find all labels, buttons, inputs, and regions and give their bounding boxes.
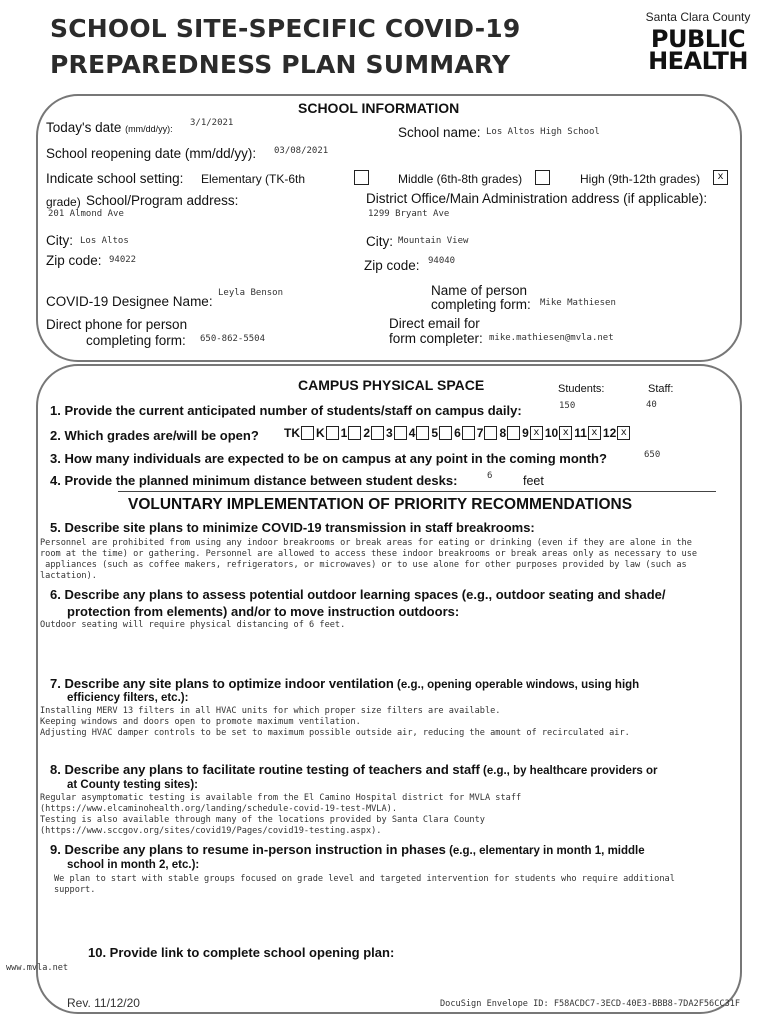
school-address-value[interactable]: 201 Almond Ave [48, 209, 124, 219]
grade-label: 2 [363, 426, 371, 440]
grade-checkbox[interactable] [507, 426, 520, 440]
question-5: 5. Describe site plans to minimize COVID-19 transmission in staff breakrooms: [50, 520, 535, 535]
logo-public-text: PUBLIC [650, 25, 746, 53]
question-4: 4. Provide the planned minimum distance between student desks: [50, 473, 458, 488]
question-10: 10. Provide link to complete school opening plan: [88, 945, 395, 960]
grade-checkbox[interactable] [348, 426, 361, 440]
answer-9[interactable]: We plan to start with stable groups focused on grade level and targeted intervention for students who require additional support. [54, 874, 675, 895]
answer-6[interactable]: Outdoor seating will require physical distancing of 6 feet. [40, 620, 346, 630]
grade-checkbox[interactable] [394, 426, 407, 440]
answer-10-link[interactable]: www.mvla.net [6, 963, 69, 973]
city-value[interactable]: Los Altos [80, 236, 129, 246]
school-address-label: School/Program address: [86, 193, 239, 208]
logo-health-text: HEALTH [648, 47, 748, 75]
question-9-line1: 9. Describe any plans to resume in-person instruction in phases (e.g., elementary in month 1, middle [50, 842, 645, 857]
high-option-label: High (9th-12th grades) [580, 172, 701, 186]
question-1: 1. Provide the current anticipated number of students/staff on campus daily: [50, 403, 522, 418]
question-8-line2: at County testing sites): [67, 779, 198, 791]
todays-date-value[interactable]: 3/1/2021 [190, 118, 234, 128]
school-name-value[interactable]: Los Altos High School [486, 127, 600, 137]
elementary-option-label: Elementary (TK-6th [201, 172, 306, 186]
question-7-line2: efficiency filters, etc.): [67, 692, 189, 704]
grade-checkbox[interactable] [301, 426, 314, 440]
grade-label: 12 [602, 426, 617, 440]
designee-name-value[interactable]: Leyla Benson [218, 288, 284, 298]
form-title-line1: SCHOOL SITE-SPECIFIC COVID-19 [50, 14, 521, 43]
answer-5[interactable]: Personnel are prohibited from using any indoor breakrooms or break areas for eating or drinking (even if they are alone in the room at the time) or gathering. Personnel are allowed to access these indoor breakrooms or break areas only as necessary to use appliances (such as coffee makers, refrigerators, or microwaves) or to use alone for other purposes provided by law (such as lactation). [40, 538, 698, 581]
city-label: City: [46, 233, 73, 248]
logo-county-text: Santa Clara County [645, 10, 751, 24]
grade-label: 7 [476, 426, 484, 440]
district-city-label: City: [366, 234, 393, 249]
completing-person-label-1: Name of person [431, 283, 528, 298]
revision-text: Rev. 11/12/20 [67, 996, 140, 1010]
phone-label-1: Direct phone for person [46, 317, 188, 332]
grade-label: 1 [340, 426, 348, 440]
question-8-line1: 8. Describe any plans to facilitate routine testing of teachers and staff (e.g., by healthcare providers or [50, 762, 658, 777]
question-7-line1: 7. Describe any site plans to optimize indoor ventilation (e.g., opening operable windows, using high [50, 676, 640, 691]
grade-checkbox[interactable]: x [559, 426, 572, 440]
grade-checkbox[interactable] [371, 426, 384, 440]
email-value[interactable]: mike.mathiesen@mvla.net [489, 333, 614, 343]
grade-checkbox[interactable] [462, 426, 475, 440]
question-6-line2: protection from elements) and/or to move instruction outdoors: [67, 604, 460, 619]
desk-distance-value[interactable]: 6 [487, 471, 493, 481]
phone-label-2: completing form: [86, 333, 186, 348]
campus-heading: CAMPUS PHYSICAL SPACE [298, 377, 485, 393]
grade-label: 5 [431, 426, 439, 440]
staff-count-value[interactable]: 40 [646, 400, 657, 410]
designee-name-label: COVID-19 Designee Name: [46, 294, 213, 309]
grade-checkbox[interactable] [416, 426, 429, 440]
grade-checkbox[interactable]: x [617, 426, 630, 440]
campus-individuals-value[interactable]: 650 [644, 450, 661, 460]
grade-label: K [316, 426, 325, 440]
school-name-label: School name: [398, 125, 481, 140]
school-setting-label: Indicate school setting: [46, 171, 184, 186]
grade-checkbox[interactable]: x [530, 426, 543, 440]
docusign-envelope-id: DocuSign Envelope ID: F58ACDC7-3ECD-40E3-BBB8-7DA2F56CC31F [440, 999, 741, 1009]
grade-label: 6 [454, 426, 461, 440]
phone-value[interactable]: 650-862-5504 [200, 334, 266, 344]
zip-label: Zip code: [46, 253, 102, 268]
grade-label: 10 [544, 426, 559, 440]
grade-checkbox-row [284, 426, 630, 440]
public-health-logo [640, 10, 756, 75]
completing-person-label-2: completing form: [431, 297, 531, 312]
email-label-1: Direct email for [389, 316, 480, 331]
question-3: 3. How many individuals are expected to be on campus at any point in the coming month? [50, 451, 607, 466]
reopening-date-value[interactable]: 03/08/2021 [274, 146, 329, 156]
grade-checkbox[interactable] [439, 426, 452, 440]
high-checkbox[interactable]: x [713, 170, 728, 185]
elementary-checkbox[interactable] [354, 170, 369, 185]
students-column-label: Students: [558, 383, 605, 395]
completing-person-value[interactable]: Mike Mathiesen [540, 298, 616, 308]
email-label-2: form completer: [389, 331, 483, 346]
voluntary-heading: VOLUNTARY IMPLEMENTATION OF PRIORITY RECOMMENDATIONS [128, 496, 633, 513]
students-count-value[interactable]: 150 [559, 401, 576, 411]
middle-option-label: Middle (6th-8th grades) [398, 172, 523, 186]
district-city-value[interactable]: Mountain View [398, 236, 469, 246]
grade-label: 9 [522, 426, 529, 440]
grade-label: 3 [386, 426, 393, 440]
form-title-line2: PREPAREDNESS PLAN SUMMARY [50, 50, 511, 79]
middle-checkbox[interactable] [535, 170, 550, 185]
grade-checkbox[interactable] [484, 426, 497, 440]
question-6-line1: 6. Describe any plans to assess potential outdoor learning spaces (e.g., outdoor seating and shade/ [50, 587, 666, 602]
answer-8[interactable]: Regular asymptomatic testing is available from the El Camino Hospital district for MVLA staff (https://www.elcaminohealth.org/landing/schedule-covid-19-test-MVLA). Testing is also available through many of the locations provided by Santa Clara County (https://www.sccgov.org/sites/covid19/Pages/covid19-testing.aspx). [40, 793, 522, 836]
desk-distance-unit: feet [523, 474, 544, 488]
zip-value[interactable]: 94022 [109, 255, 137, 265]
grade-label: 11 [574, 426, 587, 440]
staff-column-label: Staff: [648, 383, 674, 395]
grade-label: 4 [408, 426, 416, 440]
district-zip-value[interactable]: 94040 [428, 256, 456, 266]
district-address-label: District Office/Main Administration address (if applicable): [366, 191, 708, 206]
elementary-option-label-cont: grade) [46, 195, 81, 209]
grade-checkbox[interactable] [326, 426, 339, 440]
grade-checkbox[interactable]: x [588, 426, 601, 440]
question-9-line2: school in month 2, etc.): [67, 859, 200, 871]
school-info-heading: SCHOOL INFORMATION [298, 100, 460, 116]
district-address-value[interactable]: 1299 Bryant Ave [368, 209, 450, 219]
district-zip-label: Zip code: [364, 258, 420, 273]
answer-7[interactable]: Installing MERV 13 filters in all HVAC units for which proper size filters are available. Keeping windows and doors open to promote maximum ventilation. Adjusting HVAC damper controls to be set to maximum possible outside air, reducing the amount of recirculated air. [40, 706, 630, 738]
todays-date-label: Today's date (mm/dd/yy): [46, 120, 173, 135]
section-divider [118, 491, 716, 492]
reopening-date-label: School reopening date (mm/dd/yy): [46, 146, 257, 161]
question-2: 2. Which grades are/will be open? [50, 428, 259, 443]
grade-label: TK [284, 426, 300, 440]
grade-label: 8 [499, 426, 507, 440]
